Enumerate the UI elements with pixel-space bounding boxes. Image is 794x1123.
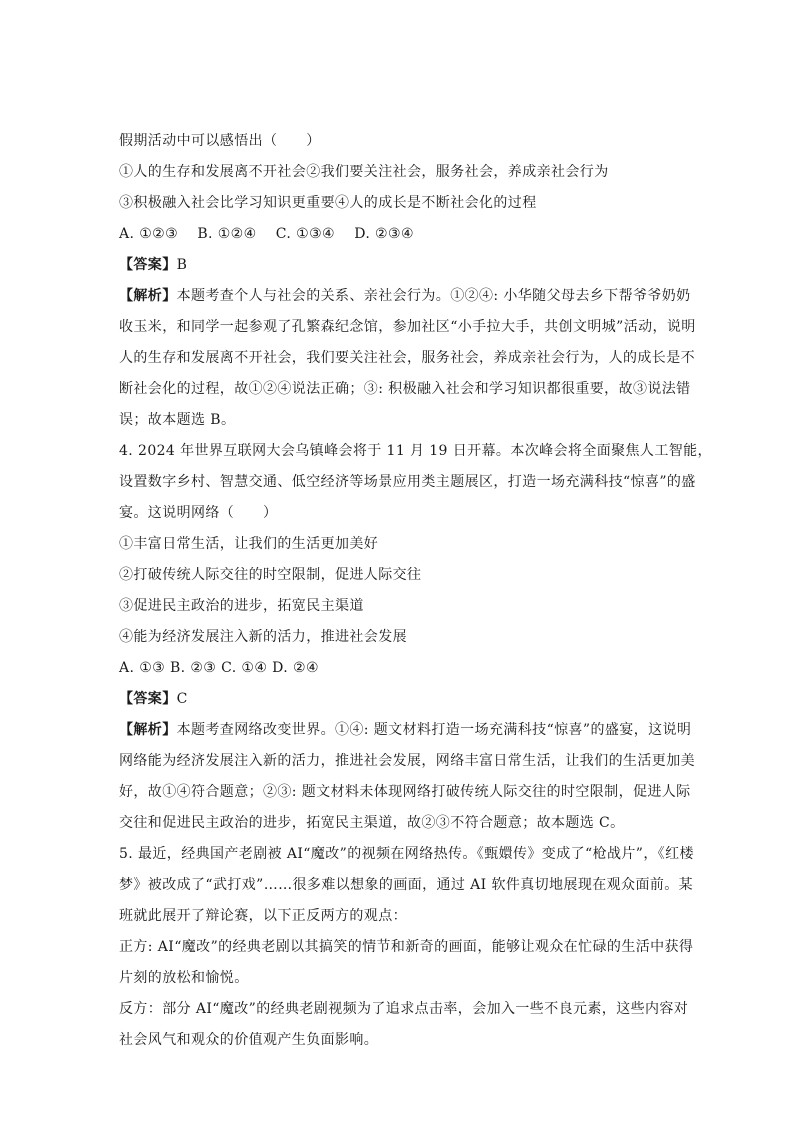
- q4-stem-line-1: 4. 2024 年世界互联网大会乌镇峰会将于 11 月 19 日开幕。本次峰会将全面聚焦人工智能，: [119, 443, 712, 459]
- q5-stem-line-2: 梦》被改成了“武打戏”……很多难以想象的画面，通过 AI 软件真切地展现在观众面前。某: [119, 877, 694, 893]
- q4-stem-line-2: 设置数字乡村、智慧交通、低空经济等场景应用类主题展区，打造一场充满科技“惊喜”的盛: [119, 474, 696, 490]
- q4-analysis-text-1: 本题考查网络改变世界。①④: 题文材料打造一场充满科技“惊喜”的盛宴，这说明: [176, 722, 692, 738]
- q5-con-line-2: 社会风气和观众的价值观产生负面影响。: [119, 1032, 379, 1048]
- q3-statements-line-2: ③积极融入社会比学习知识更重要④人的成长是不断社会化的过程: [119, 195, 537, 211]
- q4-options: A. ①③ B. ②③ C. ①④ D. ②④: [119, 660, 319, 676]
- q4-statement-2: ②打破传统人际交往的时空限制，促进人际交往: [119, 567, 422, 583]
- q4-answer: [119, 689, 679, 709]
- q5-stem-line-3: 班就此展开了辩论赛，以下正反两方的观点：: [119, 908, 407, 924]
- q5-con-line-1: 反方：部分 AI“魔改”的经典老剧视频为了追求点击率，会加入一些不良元素，这些内容对: [119, 1001, 689, 1017]
- q4-statement-1: ①丰富日常生活，让我们的生活更加美好: [119, 536, 379, 552]
- q3-answer-value: B: [176, 257, 188, 273]
- q4-analysis-line-2: 网络能为经济发展注入新的活力，推进社会发展，网络丰富日常生活，让我们的生活更加美: [119, 753, 695, 769]
- q5-pro-line-2: 片刻的放松和愉悦。: [119, 970, 249, 986]
- q3-stem-tail: 假期活动中可以感悟出（ ）: [119, 133, 321, 149]
- q3-analysis-line-3: 人的生存和发展离不开社会，我们要关注社会，服务社会，养成亲社会行为，人的成长是不: [119, 350, 695, 366]
- q4-statement-3: ③促进民主政治的进步，拓宽民主渠道: [119, 598, 364, 614]
- q3-options: A. ①②③ B. ①②④ C. ①③④ D. ②③④: [119, 226, 414, 242]
- q3-answer: [119, 255, 679, 275]
- q4-answer-label: 【答案】: [119, 691, 177, 707]
- q3-analysis-line-1: [119, 286, 691, 306]
- q4-answer-value: C: [176, 691, 188, 707]
- q4-analysis-line-3: 好，故①④符合题意；②③: 题文材料未体现网络打破传统人际交往的时空限制，促进人际: [119, 784, 691, 800]
- q3-analysis-line-2: 收玉米，和同学一起参观了孔繁森纪念馆，参加社区“小手拉大手，共创文明城”活动，说明: [119, 319, 696, 335]
- q5-pro-line-1: 正方: AI“魔改”的经典老剧以其搞笑的情节和新奇的画面，能够让观众在忙碌的生活中获得: [119, 939, 694, 955]
- q4-analysis-label: 【解析】: [119, 722, 177, 738]
- q4-analysis-line-1: [119, 720, 692, 740]
- q5-stem-line-1: 5. 最近，经典国产老剧被 AI“魔改”的视频在网络热传。《甄嬛传》变成了“枪战片”，《红楼: [119, 846, 694, 862]
- q3-answer-label: 【答案】: [119, 257, 177, 273]
- q4-stem-line-3: 宴。这说明网络（ ）: [119, 505, 278, 521]
- q3-statements-line-1: ①人的生存和发展离不开社会②我们要关注社会，服务社会，养成亲社会行为: [119, 164, 609, 180]
- q3-analysis-line-5: 误；故本题选 B。: [119, 412, 236, 428]
- q4-analysis-line-4: 交往和促进民主政治的进步，拓宽民主渠道，故②③不符合题意；故本题选 C。: [119, 815, 625, 831]
- q3-analysis-label: 【解析】: [119, 288, 177, 304]
- q4-statement-4: ④能为经济发展注入新的活力，推进社会发展: [119, 629, 407, 645]
- q3-analysis-line-4: 断社会化的过程，故①②④说法正确；③: 积极融入社会和学习知识都很重要，故③说法错: [119, 381, 691, 397]
- q3-analysis-text-1: 本题考查个人与社会的关系、亲社会行为。①②④: 小华随父母去乡下帮爷爷奶奶: [176, 288, 691, 304]
